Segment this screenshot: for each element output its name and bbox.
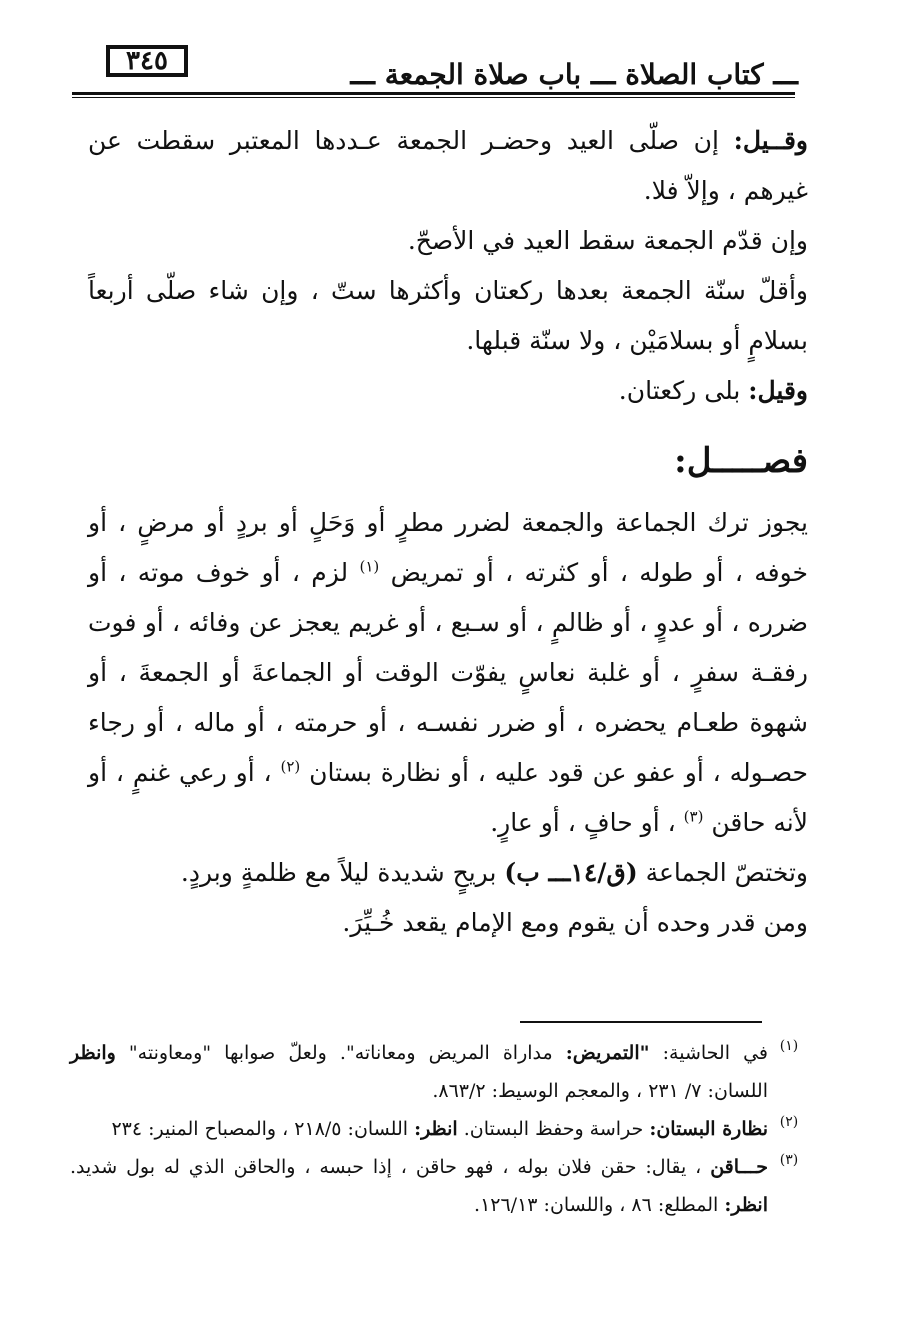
section-heading: فصـــــل: [674,441,808,481]
paragraph-text: وأقلّ سنّة الجمعة بعدها ركعتان وأكثرها ستّ ، وإن شاء صلّى أربعاً بسلامٍ أو بسلامَيْن ، ولا سنّة قبلها. [88,276,808,355]
footnote-text [70,1034,768,1110]
paragraph-4 [88,366,808,416]
paragraph-text: وإن قدّم الجمعة سقط العيد في الأصحّ. [407,226,808,255]
paragraph-text: ، أو رعي غنمٍ ، أو لأنه حاقن [88,758,808,837]
footnote-source: اللسان: ٢١٨/٥ ، والمصباح المنير: ٢٣٤ [111,1118,409,1140]
footnote-term: حـــاقن [710,1156,768,1178]
footnote-term: "التمريض: [565,1042,650,1064]
paragraph-text: وتختصّ الجماعة [645,858,808,887]
footnote-2 [70,1110,810,1148]
header-rule-thin [72,97,795,98]
footnote-source: المطلع: ٨٦ ، واللسان: ١٢٦/١٣. [474,1194,719,1216]
paragraph-text: لزم ، أو خوف موته ، أو ضرره ، أو عدوٍ ، أو ظالمٍ ، أو سـبع ، أو غريم يعجز عن وفائه ، أو فوت رفقـة سفرٍ ، أو غلبة نعاسٍ يفوّت الوقت أو الجماعةَ أو الجمعةَ ، أو شهوة طعـام يحضره ، أو ضرر نفسـه ، أو حرمته ، أو ماله ، أو رجاء حصـوله ، أو عفو عن قود عليه ، أو نظارة بستان [88,558,808,787]
paragraph-lead: وقيل: [748,376,808,405]
header-rule [72,92,795,95]
footnote-term: نظارة البستان: [649,1118,768,1140]
footnote-ref[interactable]: (١) [359,557,380,576]
footnote-text [70,1110,768,1148]
footnote-ref[interactable]: (٢) [280,757,301,776]
paragraph-3 [88,266,808,366]
paragraph-text: إن صلّى العيد وحضـر الجمعة عـددها المعتبر سقطت عن غيرهم ، وإلاّ فلا. [88,126,808,205]
footnote-ref-label: انظر: [414,1118,458,1140]
paragraph-1 [88,116,808,216]
footnote-text [70,1148,768,1224]
manuscript-folio-marker: (ق/١٤ـــ ب) [504,858,638,887]
footnote-body: مداراة المريض ومعاناته". ولعلّ صوابها "ومعاونته" [128,1042,553,1064]
footnote-prefix: في الحاشية: [662,1042,768,1064]
footnote-ref[interactable]: (٣) [683,807,704,826]
paragraph-6 [88,848,808,898]
footnote-ref-label: انظر: [724,1194,768,1216]
page-number [106,45,188,77]
paragraph-text: يجوز ترك الجماعة والجمعة لضرر مطرٍ أو وَحَلٍ أو بردٍ أو مرضٍ ، أو خوفه ، أو طوله ، أو كثرته ، أو تمريض [88,508,808,587]
paragraph-text: بريحٍ شديدة ليلاً مع ظلمةٍ وبردٍ. [180,858,497,887]
footnote-3 [70,1148,810,1224]
page-number-text: ٣٤٥ [126,46,168,76]
paragraph-lead: وقــيل: [733,126,808,155]
footnote-ref-label: وانظر [70,1042,116,1064]
footnote-number: (٢) [779,1114,799,1130]
main-text [88,116,808,948]
footnotes [70,1034,810,1224]
paragraph-text: ومن قدر وحده أن يقوم ومع الإمام يقعد خُـيِّرَ. [342,908,808,937]
paragraph-text: ، أو حافٍ ، أو عارٍ. [490,808,676,837]
footnote-body: حراسة وحفظ البستان. [463,1118,644,1140]
running-head: ـــ كتاب الصلاة ـــ باب صلاة الجمعة ـــ [350,58,798,91]
footnote-body: ، يقال: حقن فلان بوله ، فهو حاقن ، إذا حبسه ، والحاقن الذي له بول شديد. [70,1156,702,1178]
footnote-number: (١) [779,1038,799,1054]
footnote-separator [520,1021,762,1023]
paragraph-text: بلى ركعتان. [618,376,741,405]
paragraph-7 [88,898,808,948]
footnote-number: (٣) [779,1152,799,1168]
footnote-1 [70,1034,810,1110]
paragraph-5 [88,498,808,848]
paragraph-2 [88,216,808,266]
footnote-source: اللسان: ٧/ ٢٣١ ، والمعجم الوسيط: ٨٦٣/٢. [432,1080,768,1102]
